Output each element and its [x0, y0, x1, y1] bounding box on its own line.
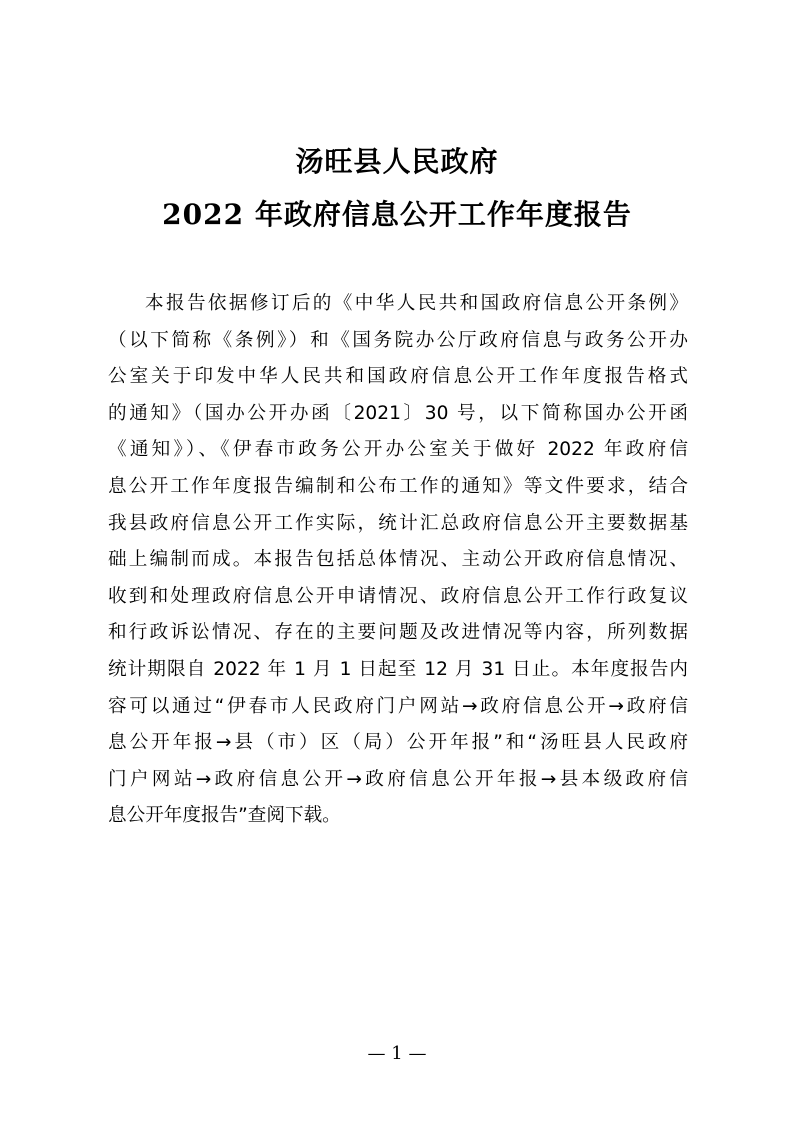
page-number: — 1 — — [367, 1043, 427, 1064]
body-line: 统计期限自 2022 年 1 月 1 日起至 12 月 31 日止。本年度报告内 — [108, 658, 688, 680]
body-line: 公室关于印发中华人民共和国政府信息公开工作年度报告格式 — [108, 366, 688, 388]
body-line: 的通知》（国办公开办函〔2021〕30 号，以下简称国办公开函 — [108, 402, 688, 424]
document-title-line-2: 2022 年政府信息公开工作年度报告 — [162, 198, 632, 231]
body-line: 本报告依据修订后的《中华人民共和国政府信息公开条例》 — [145, 293, 688, 314]
body-line: （以下简称《条例》）和《国务院办公厅政府信息与政务公开办 — [108, 329, 688, 351]
body-line: 门户网站→政府信息公开→政府信息公开年报→县本级政府信 — [108, 768, 688, 790]
body-line: 息公开年报→县（市）区（局）公开年报”和“汤旺县人民政府 — [108, 732, 688, 754]
document-title-line-1: 汤旺县人民政府 — [295, 145, 499, 178]
body-line: 和行政诉讼情况、存在的主要问题及改进情况等内容，所列数据 — [108, 622, 688, 644]
body-paragraph — [108, 286, 688, 835]
body-line: 收到和处理政府信息公开申请情况、政府信息公开工作行政复议 — [108, 585, 688, 607]
body-line: 息公开年度报告”查阅下载。 — [108, 805, 341, 827]
body-line: 我县政府信息公开工作实际，统计汇总政府信息公开主要数据基 — [108, 512, 688, 534]
body-line: 容可以通过“伊春市人民政府门户网站→政府信息公开→政府信 — [108, 695, 688, 717]
body-line: 《通知》）、《伊春市政务公开办公室关于做好 2022 年政府信 — [108, 439, 688, 461]
body-line: 息公开工作年度报告编制和公布工作的通知》等文件要求，结合 — [108, 475, 688, 497]
body-line: 础上编制而成。本报告包括总体情况、主动公开政府信息情况、 — [108, 549, 688, 571]
